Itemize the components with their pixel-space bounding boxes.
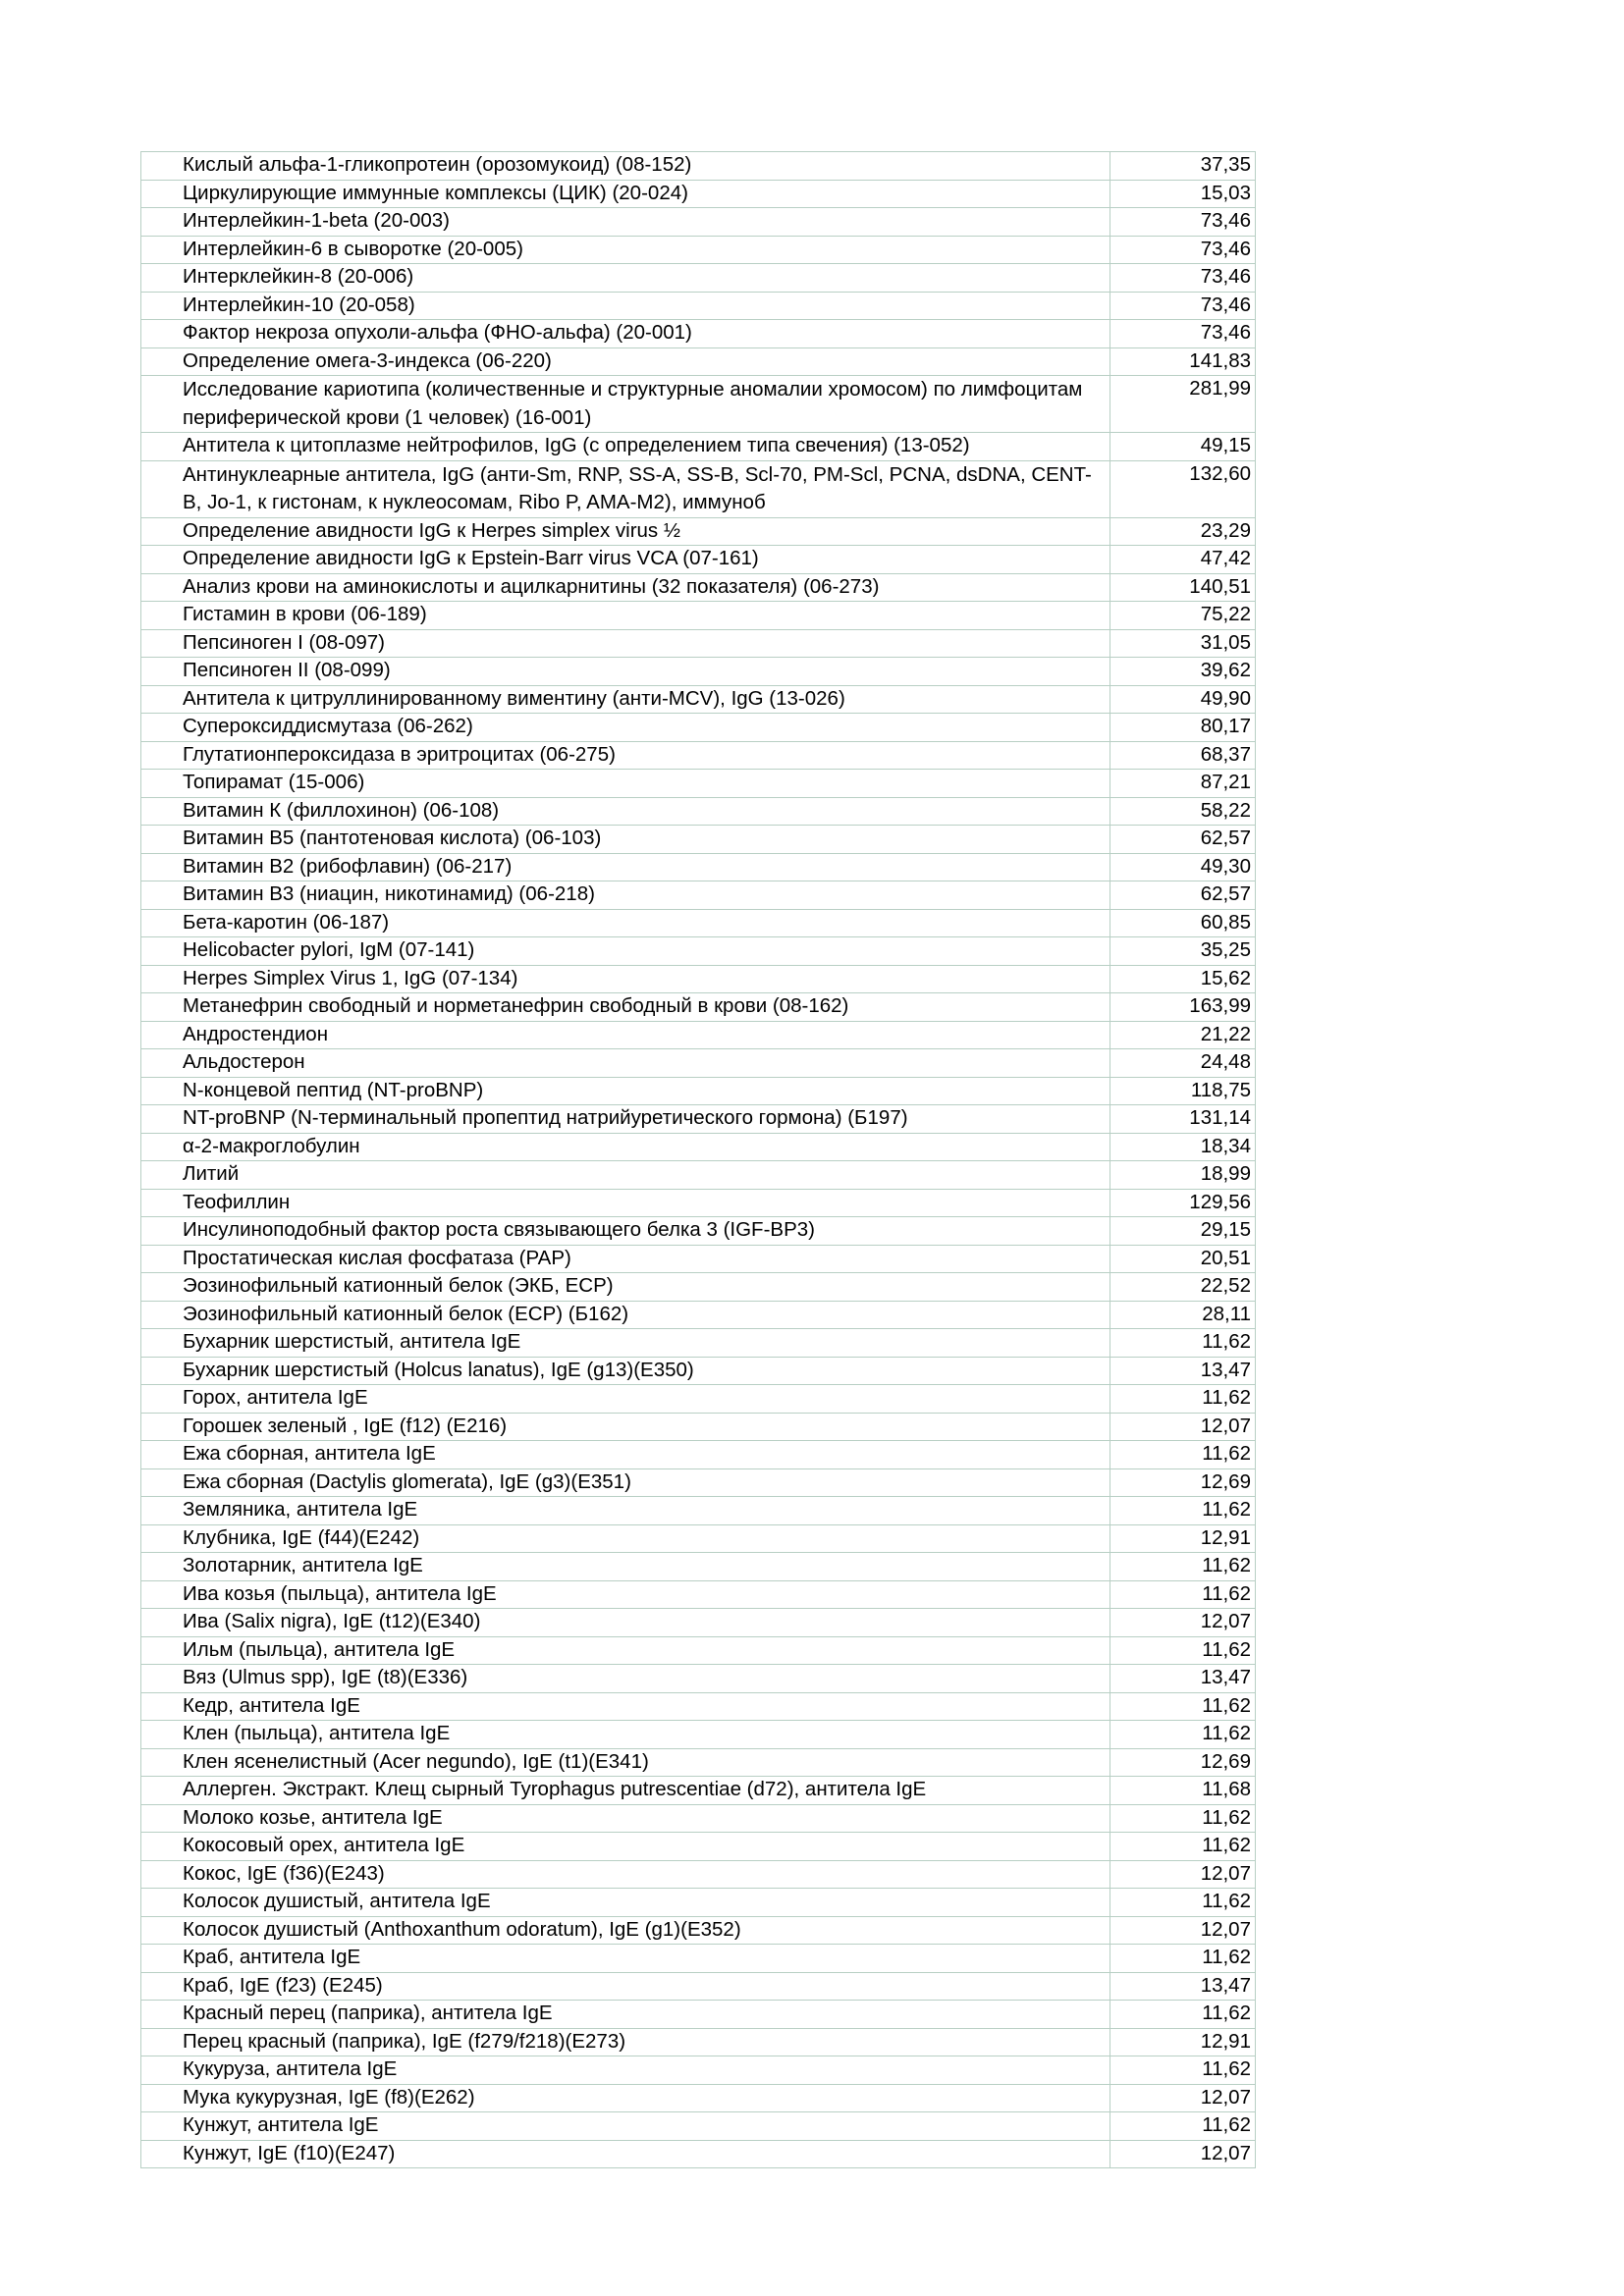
table-row xyxy=(141,1441,1256,1469)
price-cell: 11,62 xyxy=(1110,1721,1256,1749)
table-row xyxy=(141,1748,1256,1777)
table-row xyxy=(141,1777,1256,1805)
price-cell: 60,85 xyxy=(1110,909,1256,937)
table-row xyxy=(141,460,1256,517)
test-name-cell: Кедр, антитела IgE xyxy=(141,1692,1110,1721)
test-name-cell: Интерклейкин-8 (20-006) xyxy=(141,264,1110,293)
price-cell: 58,22 xyxy=(1110,797,1256,826)
table-row xyxy=(141,573,1256,602)
test-name-cell: Клен (пыльца), антитела IgE xyxy=(141,1721,1110,1749)
table-row xyxy=(141,602,1256,630)
price-cell: 73,46 xyxy=(1110,236,1256,264)
price-cell: 49,30 xyxy=(1110,853,1256,881)
table-row xyxy=(141,1945,1256,1973)
test-name-cell: Красный перец (паприка), антитела IgE xyxy=(141,2001,1110,2029)
test-name-cell: Кокосовый орех, антитела IgE xyxy=(141,1833,1110,1861)
price-cell: 11,62 xyxy=(1110,1692,1256,1721)
price-cell: 13,47 xyxy=(1110,1665,1256,1693)
price-cell: 131,14 xyxy=(1110,1105,1256,1134)
price-cell: 12,07 xyxy=(1110,1916,1256,1945)
test-name-cell: Пепсиноген II (08-099) xyxy=(141,658,1110,686)
test-name-cell: Ильм (пыльца), антитела IgE xyxy=(141,1636,1110,1665)
test-name-cell: Простатическая кислая фосфатаза (PAP) xyxy=(141,1245,1110,1273)
test-name-cell: Супероксиддисмутаза (06-262) xyxy=(141,714,1110,742)
table-row xyxy=(141,376,1256,433)
price-cell: 49,90 xyxy=(1110,685,1256,714)
table-row xyxy=(141,1217,1256,1246)
price-cell: 118,75 xyxy=(1110,1077,1256,1105)
price-cell: 11,62 xyxy=(1110,1441,1256,1469)
table-row xyxy=(141,1524,1256,1553)
table-row xyxy=(141,2140,1256,2168)
table-row xyxy=(141,937,1256,966)
price-cell: 68,37 xyxy=(1110,741,1256,770)
table-row xyxy=(141,517,1256,546)
table-row xyxy=(141,180,1256,208)
table-row xyxy=(141,1385,1256,1414)
price-cell: 12,07 xyxy=(1110,2140,1256,2168)
table-row xyxy=(141,2001,1256,2029)
table-row xyxy=(141,208,1256,237)
table-row xyxy=(141,1245,1256,1273)
price-cell: 281,99 xyxy=(1110,376,1256,433)
test-name-cell: Herpes Simplex Virus 1, IgG (07-134) xyxy=(141,965,1110,993)
price-cell: 31,05 xyxy=(1110,629,1256,658)
price-cell: 62,57 xyxy=(1110,826,1256,854)
test-name-cell: Ива козья (пыльца), антитела IgE xyxy=(141,1580,1110,1609)
price-cell: 18,99 xyxy=(1110,1161,1256,1190)
price-cell: 12,07 xyxy=(1110,2084,1256,2112)
table-row xyxy=(141,909,1256,937)
test-name-cell: Краб, антитела IgE xyxy=(141,1945,1110,1973)
table-row xyxy=(141,658,1256,686)
price-cell: 15,03 xyxy=(1110,180,1256,208)
test-name-cell: Горошек зеленый , IgE (f12) (E216) xyxy=(141,1413,1110,1441)
table-row xyxy=(141,152,1256,181)
test-name-cell: Клен ясенелистный (Acer negundo), IgE (t1)(E341) xyxy=(141,1748,1110,1777)
price-table-body xyxy=(141,152,1256,2168)
table-row xyxy=(141,236,1256,264)
price-cell: 11,62 xyxy=(1110,1497,1256,1525)
table-row xyxy=(141,264,1256,293)
test-name-cell: Интерлейкин-10 (20-058) xyxy=(141,292,1110,320)
price-cell: 12,07 xyxy=(1110,1609,1256,1637)
test-name-cell: Теофиллин xyxy=(141,1189,1110,1217)
table-row xyxy=(141,826,1256,854)
test-name-cell: Витамин В5 (пантотеновая кислота) (06-103) xyxy=(141,826,1110,854)
table-row xyxy=(141,1972,1256,2001)
table-row xyxy=(141,1609,1256,1637)
test-name-cell: Определение авидности IgG к Epstein-Barr virus VCA (07-161) xyxy=(141,546,1110,574)
price-cell: 28,11 xyxy=(1110,1301,1256,1329)
price-cell: 11,62 xyxy=(1110,1945,1256,1973)
test-name-cell: Перец красный (паприка), IgE (f279/f218)(E273) xyxy=(141,2028,1110,2056)
price-cell: 12,91 xyxy=(1110,1524,1256,1553)
test-name-cell: Краб, IgE (f23) (E245) xyxy=(141,1972,1110,2001)
table-row xyxy=(141,320,1256,348)
test-name-cell: Золотарник, антитела IgE xyxy=(141,1553,1110,1581)
price-cell: 29,15 xyxy=(1110,1217,1256,1246)
test-name-cell: Бухарник шерстистый (Holcus lanatus), IgE (g13)(E350) xyxy=(141,1357,1110,1385)
test-name-cell: Литий xyxy=(141,1161,1110,1190)
test-name-cell: Аллерген. Экстракт. Клещ сырный Tyrophagus putrescentiae (d72), антитела IgE xyxy=(141,1777,1110,1805)
test-name-cell: Витамин В3 (ниацин, никотинамид) (06-218) xyxy=(141,881,1110,910)
test-name-cell: Бета-каротин (06-187) xyxy=(141,909,1110,937)
test-name-cell: Helicobacter pylori, IgM (07-141) xyxy=(141,937,1110,966)
table-row xyxy=(141,741,1256,770)
table-row xyxy=(141,1077,1256,1105)
table-row xyxy=(141,1804,1256,1833)
price-cell: 21,22 xyxy=(1110,1021,1256,1049)
price-cell: 11,68 xyxy=(1110,1777,1256,1805)
price-cell: 11,62 xyxy=(1110,1580,1256,1609)
table-row xyxy=(141,1889,1256,1917)
table-row xyxy=(141,1692,1256,1721)
test-name-cell: Ежа сборная, антитела IgE xyxy=(141,1441,1110,1469)
price-cell: 80,17 xyxy=(1110,714,1256,742)
test-name-cell: Пепсиноген I (08-097) xyxy=(141,629,1110,658)
table-row xyxy=(141,965,1256,993)
table-row xyxy=(141,1133,1256,1161)
price-cell: 75,22 xyxy=(1110,602,1256,630)
table-row xyxy=(141,1665,1256,1693)
test-name-cell: Молоко козье, антитела IgE xyxy=(141,1804,1110,1833)
price-cell: 11,62 xyxy=(1110,1329,1256,1358)
price-cell: 35,25 xyxy=(1110,937,1256,966)
price-cell: 132,60 xyxy=(1110,460,1256,517)
price-cell: 11,62 xyxy=(1110,1636,1256,1665)
table-row xyxy=(141,1189,1256,1217)
table-row xyxy=(141,1860,1256,1889)
test-name-cell: Инсулиноподобный фактор роста связывающего белка 3 (IGF-BP3) xyxy=(141,1217,1110,1246)
table-row xyxy=(141,1357,1256,1385)
price-cell: 13,47 xyxy=(1110,1972,1256,2001)
test-name-cell: Определение авидности IgG к Herpes simplex virus ½ xyxy=(141,517,1110,546)
test-name-cell: Антитела к цитоплазме нейтрофилов, IgG (с определением типа свечения) (13-052) xyxy=(141,433,1110,461)
table-row xyxy=(141,1301,1256,1329)
table-row xyxy=(141,546,1256,574)
price-cell: 23,29 xyxy=(1110,517,1256,546)
test-name-cell: Земляника, антитела IgE xyxy=(141,1497,1110,1525)
test-name-cell: Клубника, IgE (f44)(E242) xyxy=(141,1524,1110,1553)
price-cell: 11,62 xyxy=(1110,1385,1256,1414)
test-name-cell: Эозинофильный катионный белок (ЭКБ, ECP) xyxy=(141,1273,1110,1302)
test-name-cell: Глутатионпероксидаза в эритроцитах (06-275) xyxy=(141,741,1110,770)
price-cell: 87,21 xyxy=(1110,770,1256,798)
table-row xyxy=(141,347,1256,376)
table-row xyxy=(141,2084,1256,2112)
price-cell: 11,62 xyxy=(1110,2112,1256,2141)
test-name-cell: α-2-макроглобулин xyxy=(141,1133,1110,1161)
price-cell: 73,46 xyxy=(1110,292,1256,320)
table-row xyxy=(141,292,1256,320)
test-name-cell: Интерлейкин-1-beta (20-003) xyxy=(141,208,1110,237)
table-row xyxy=(141,1636,1256,1665)
table-row xyxy=(141,1273,1256,1302)
table-row xyxy=(141,1161,1256,1190)
price-cell: 24,48 xyxy=(1110,1049,1256,1078)
table-row xyxy=(141,1049,1256,1078)
test-name-cell: Метанефрин свободный и норметанефрин свободный в крови (08-162) xyxy=(141,993,1110,1022)
table-row xyxy=(141,1021,1256,1049)
price-cell: 141,83 xyxy=(1110,347,1256,376)
table-row xyxy=(141,1916,1256,1945)
price-cell: 11,62 xyxy=(1110,2001,1256,2029)
test-name-cell: Фактор некроза опухоли-альфа (ФНО-альфа) (20-001) xyxy=(141,320,1110,348)
test-name-cell: Кокос, IgE (f36)(E243) xyxy=(141,1860,1110,1889)
test-name-cell: Ежа сборная (Dactylis glomerata), IgE (g3)(E351) xyxy=(141,1468,1110,1497)
price-cell: 18,34 xyxy=(1110,1133,1256,1161)
price-cell: 12,07 xyxy=(1110,1860,1256,1889)
test-name-cell: Исследование кариотипа (количественные и структурные аномалии хромосом) по лимфоцитам периферической крови (1 человек) (16-001) xyxy=(141,376,1110,433)
table-row xyxy=(141,881,1256,910)
table-row xyxy=(141,797,1256,826)
price-cell: 11,62 xyxy=(1110,1804,1256,1833)
table-row xyxy=(141,1580,1256,1609)
price-cell: 20,51 xyxy=(1110,1245,1256,1273)
test-name-cell: Кукуруза, антитела IgE xyxy=(141,2056,1110,2085)
test-name-cell: Кунжут, антитела IgE xyxy=(141,2112,1110,2141)
table-row xyxy=(141,2028,1256,2056)
table-row xyxy=(141,1329,1256,1358)
price-cell: 11,62 xyxy=(1110,1889,1256,1917)
test-name-cell: Топирамат (15-006) xyxy=(141,770,1110,798)
price-cell: 39,62 xyxy=(1110,658,1256,686)
test-name-cell: NT-proBNP (N-терминальный пропептид натрийуретического гормона) (Б197) xyxy=(141,1105,1110,1134)
test-name-cell: Андростендион xyxy=(141,1021,1110,1049)
table-row xyxy=(141,714,1256,742)
table-row xyxy=(141,2056,1256,2085)
table-row xyxy=(141,433,1256,461)
test-name-cell: Мука кукурузная, IgE (f8)(E262) xyxy=(141,2084,1110,2112)
test-name-cell: Витамин В2 (рибофлавин) (06-217) xyxy=(141,853,1110,881)
table-row xyxy=(141,1468,1256,1497)
price-cell: 12,69 xyxy=(1110,1748,1256,1777)
price-cell: 11,62 xyxy=(1110,1553,1256,1581)
test-name-cell: Кунжут, IgE (f10)(E247) xyxy=(141,2140,1110,2168)
table-row xyxy=(141,853,1256,881)
test-name-cell: Вяз (Ulmus spp), IgE (t8)(E336) xyxy=(141,1665,1110,1693)
test-name-cell: Ива (Salix nigra), IgE (t12)(E340) xyxy=(141,1609,1110,1637)
price-cell: 37,35 xyxy=(1110,152,1256,181)
test-name-cell: Колосок душистый, антитела IgE xyxy=(141,1889,1110,1917)
price-cell: 49,15 xyxy=(1110,433,1256,461)
table-row xyxy=(141,1553,1256,1581)
table-row xyxy=(141,1413,1256,1441)
price-cell: 129,56 xyxy=(1110,1189,1256,1217)
price-cell: 163,99 xyxy=(1110,993,1256,1022)
test-name-cell: Бухарник шерстистый, антитела IgE xyxy=(141,1329,1110,1358)
price-cell: 73,46 xyxy=(1110,264,1256,293)
price-cell: 11,62 xyxy=(1110,2056,1256,2085)
price-cell: 47,42 xyxy=(1110,546,1256,574)
price-cell: 73,46 xyxy=(1110,320,1256,348)
price-cell: 12,07 xyxy=(1110,1413,1256,1441)
test-name-cell: Антинуклеарные антитела, IgG (анти-Sm, RNP, SS-A, SS-B, Scl-70, PM-Scl, PCNA, dsDNA, CENT-B, Jo-1, к гистонам, к нуклеосомам, Ribo P, AMA-M2), иммуноб xyxy=(141,460,1110,517)
table-row xyxy=(141,685,1256,714)
test-name-cell: Витамин К (филлохинон) (06-108) xyxy=(141,797,1110,826)
price-cell: 11,62 xyxy=(1110,1833,1256,1861)
test-name-cell: Кислый альфа-1-гликопротеин (орозомукоид) (08-152) xyxy=(141,152,1110,181)
test-name-cell: Горох, антитела IgE xyxy=(141,1385,1110,1414)
price-cell: 22,52 xyxy=(1110,1273,1256,1302)
test-name-cell: Альдостерон xyxy=(141,1049,1110,1078)
table-row xyxy=(141,1497,1256,1525)
price-cell: 13,47 xyxy=(1110,1357,1256,1385)
test-name-cell: Циркулирующие иммунные комплексы (ЦИК) (20-024) xyxy=(141,180,1110,208)
price-table xyxy=(140,151,1256,2168)
table-row xyxy=(141,629,1256,658)
test-name-cell: Колосок душистый (Anthoxanthum odoratum), IgE (g1)(E352) xyxy=(141,1916,1110,1945)
test-name-cell: Антитела к цитруллинированному виментину (анти-MCV), IgG (13-026) xyxy=(141,685,1110,714)
price-cell: 140,51 xyxy=(1110,573,1256,602)
table-row xyxy=(141,2112,1256,2141)
test-name-cell: N-концевой пептид (NT-proBNP) xyxy=(141,1077,1110,1105)
test-name-cell: Интерлейкин-6 в сыворотке (20-005) xyxy=(141,236,1110,264)
price-cell: 73,46 xyxy=(1110,208,1256,237)
table-row xyxy=(141,1105,1256,1134)
test-name-cell: Гистамин в крови (06-189) xyxy=(141,602,1110,630)
table-row xyxy=(141,993,1256,1022)
table-row xyxy=(141,1721,1256,1749)
test-name-cell: Анализ крови на аминокислоты и ацилкарнитины (32 показателя) (06-273) xyxy=(141,573,1110,602)
price-cell: 15,62 xyxy=(1110,965,1256,993)
price-cell: 12,69 xyxy=(1110,1468,1256,1497)
table-row xyxy=(141,1833,1256,1861)
table-row xyxy=(141,770,1256,798)
price-cell: 62,57 xyxy=(1110,881,1256,910)
price-cell: 12,91 xyxy=(1110,2028,1256,2056)
test-name-cell: Эозинофильный катионный белок (ECP) (Б162) xyxy=(141,1301,1110,1329)
test-name-cell: Определение омега-3-индекса (06-220) xyxy=(141,347,1110,376)
